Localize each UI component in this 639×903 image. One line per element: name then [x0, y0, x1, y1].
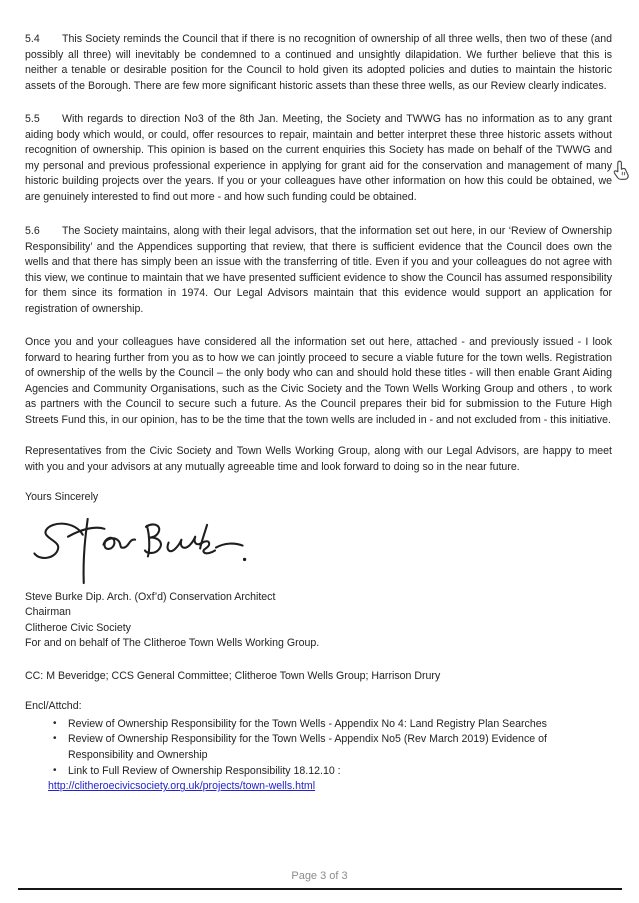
list-item: [25, 717, 612, 733]
enclosure-text: Review of Ownership Responsibility for the Town Wells - Appendix No5 (Rev March 2019) Evidence of Responsibility and Ownership: [68, 733, 547, 761]
town-wells-review-link[interactable]: http://clitheroecivicsociety.org.uk/projects/town-wells.html: [48, 780, 316, 793]
paragraph-text: The Society maintains, along with their legal advisors, that the information set out here, in our ‘Review of Ownership Responsibility’ and the Appendices supporting that review, that there is sufficient evidence that the Council does own the wells and that there has simply been an issue with the transferring of title. Even if you and your colleagues do not agree with this view, we continue to maintain that we have presented sufficient evidence to show the Council has assumed responsibility for them since its formation in 1974. Our Legal Advisors maintain that this evidence would support an application for registration of ownership.: [25, 225, 612, 315]
bullet-icon: •: [53, 764, 57, 776]
paragraph-text: This Society reminds the Council that if there is no recognition of ownership of all three wells, then two of these (and possibly all three) will inevitably be condemned to a continued and unsightly dilapidation. We further believe that this is neither a tenable or desirable position for the Council to hold given its adopted policies and duties to maintain the historic assets of the Borough. There are few more significant historic assets than these three wells, as our Review clearly indicates.: [25, 33, 612, 92]
closing-salutation: Yours Sincerely: [25, 491, 99, 503]
paragraph-representatives: Representatives from the Civic Society and Town Wells Working Group, along with our Legal Advisors, are happy to meet with you and your advisors at any mutually agreeable time and look forward to doing so in the near future.: [25, 445, 612, 473]
page-number-footer: Page 3 of 3: [291, 870, 348, 882]
paragraph-number: 5.4: [25, 33, 40, 45]
paragraph-number: 5.5: [25, 113, 40, 125]
bullet-icon: •: [53, 733, 57, 745]
paragraph-once-you: Once you and your colleagues have considered all the information set out here, attached - and previously issued - I look forward to hearing further from you as to how we can jointly proceed to secure a viable future for the town wells. Registration of ownership of the wells by the Council – the only body who can and should hold these titles - will then enable Grant Aiding Agencies and Community Organisations, such as the Civic Society and the Town Wells Working Group and others , to work as partners with the Council to secure such a future. As the Council prepares their bid for submission to the Future High Streets Fund this, in our opinion, has to be the time that the town wells are included in - and not excluded from - this initiative.: [25, 336, 612, 426]
enclosure-text: Link to Full Review of Ownership Responsibility 18.12.10 :: [68, 764, 341, 777]
bullet-icon: •: [53, 717, 57, 729]
cc-line: CC: M Beveridge; CCS General Committee; Clitheroe Town Wells Group; Harrison Drury: [25, 669, 441, 682]
paragraph-5-6: [25, 224, 612, 317]
enclosures-list: [25, 717, 612, 796]
handwritten-signature: [27, 514, 612, 588]
letter-body: [25, 32, 612, 795]
paragraph-5-4: [25, 32, 612, 94]
paragraph-number: 5.6: [25, 225, 40, 237]
hand-pointer-cursor-icon: [613, 160, 631, 181]
paragraph-5-5: [25, 112, 612, 205]
signoff-name-title: Steve Burke Dip. Arch. (Oxf’d) Conservation Architect: [25, 590, 276, 603]
signoff-block: [25, 590, 612, 652]
signature-steve-burke-icon: [27, 514, 252, 588]
list-item: [25, 764, 612, 795]
signoff-organisation: Clitheroe Civic Society: [25, 621, 131, 634]
list-item: [25, 732, 612, 763]
paragraph-text: With regards to direction No3 of the 8th Jan. Meeting, the Society and TWWG has no information as to any grant aiding body which would, or could, offer resources to repair, maintain and better interpret these three historic assets without recognition of ownership. This opinion is based on the current enquiries this Society has made on behalf of the TWWG and my personal and previous professional experience in applying for grant aid for the conservation and management of many historic building projects over the years. If you or your colleagues have other information on how this could be obtained, we are genuinely interested to find out more - and how such funding could be obtained.: [25, 113, 612, 203]
signoff-role: Chairman: [25, 606, 71, 618]
enclosure-text: Review of Ownership Responsibility for the Town Wells - Appendix No 4: Land Registry Plan Searches: [68, 717, 547, 730]
signoff-on-behalf-of: For and on behalf of The Clitheroe Town Wells Working Group.: [25, 637, 320, 649]
footer-divider: [18, 888, 622, 890]
enclosures-heading: Encl/Attchd:: [25, 700, 82, 712]
